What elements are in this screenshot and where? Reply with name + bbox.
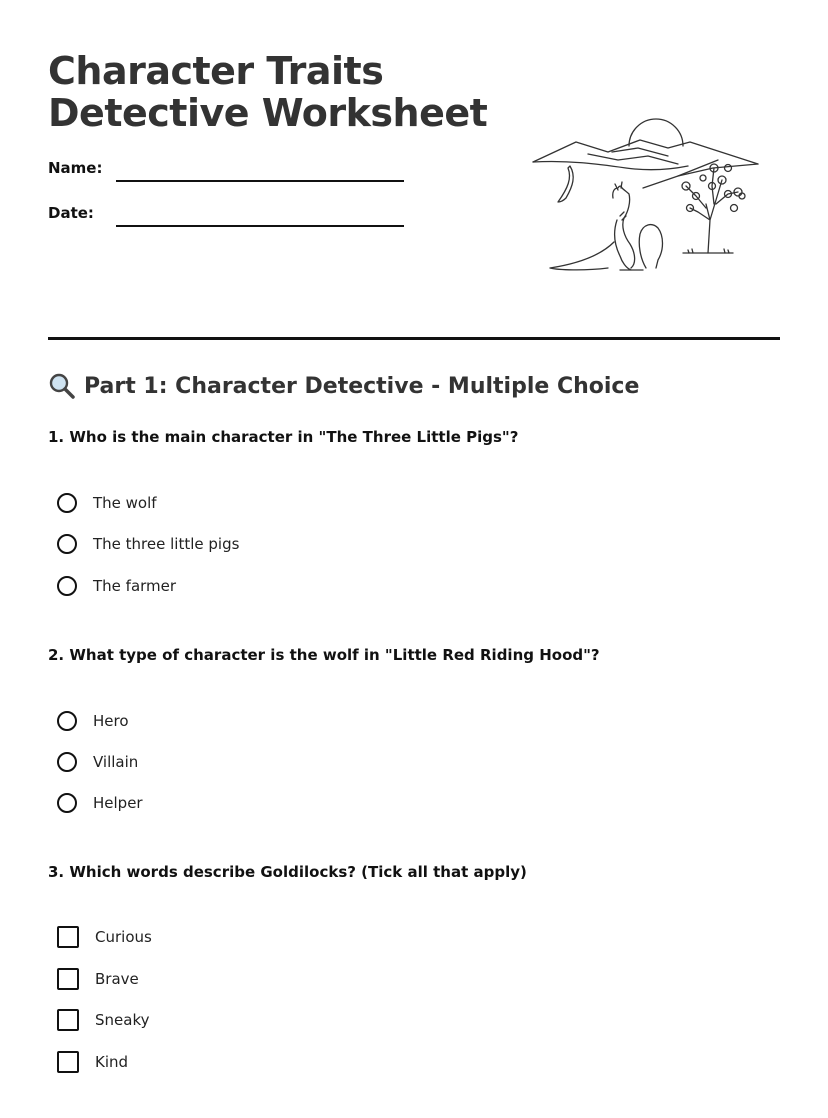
option-label: Helper — [93, 794, 143, 812]
question-1: 1. Who is the main character in "The Three Little Pigs"? — [48, 428, 519, 446]
option-label: Villain — [93, 753, 139, 771]
checkbox[interactable] — [57, 1009, 79, 1031]
question-3-option-3[interactable] — [57, 1007, 149, 1033]
kangaroo-landscape-illustration — [528, 108, 760, 280]
question-3-option-2[interactable] — [57, 966, 139, 992]
radio-button[interactable] — [57, 493, 77, 513]
radio-button[interactable] — [57, 752, 77, 772]
radio-button[interactable] — [57, 534, 77, 554]
worksheet-title — [48, 50, 488, 134]
option-label: Hero — [93, 712, 129, 730]
title-line-1: Character Traits — [48, 49, 384, 93]
question-1-option-3[interactable] — [57, 573, 176, 599]
part1-heading — [48, 372, 639, 400]
magnifying-glass-icon — [48, 372, 76, 400]
question-1-option-2[interactable] — [57, 531, 239, 557]
name-label: Name: — [48, 159, 103, 177]
section-divider — [48, 337, 780, 340]
question-3: 3. Which words describe Goldilocks? (Tick all that apply) — [48, 863, 527, 881]
option-label: Brave — [95, 970, 139, 988]
question-2: 2. What type of character is the wolf in "Little Red Riding Hood"? — [48, 646, 600, 664]
part1-heading-text: Part 1: Character Detective - Multiple Choice — [84, 373, 640, 399]
option-label: Kind — [95, 1053, 129, 1071]
radio-button[interactable] — [57, 793, 77, 813]
date-label: Date: — [48, 204, 94, 222]
date-field[interactable] — [116, 225, 404, 227]
option-label: The farmer — [93, 577, 177, 595]
question-2-option-2[interactable] — [57, 749, 138, 775]
question-2-option-1[interactable] — [57, 708, 129, 734]
question-3-option-1[interactable] — [57, 924, 152, 950]
checkbox[interactable] — [57, 1051, 79, 1073]
radio-button[interactable] — [57, 711, 77, 731]
option-label: The wolf — [93, 494, 157, 512]
option-label: The three little pigs — [93, 535, 240, 553]
name-field[interactable] — [116, 180, 404, 182]
question-2-option-3[interactable] — [57, 790, 143, 816]
checkbox[interactable] — [57, 926, 79, 948]
option-label: Sneaky — [95, 1011, 150, 1029]
title-line-2: Detective Worksheet — [48, 91, 488, 135]
question-1-option-1[interactable] — [57, 490, 157, 516]
question-3-option-4[interactable] — [57, 1049, 128, 1075]
option-label: Curious — [95, 928, 152, 946]
radio-button[interactable] — [57, 576, 77, 596]
checkbox[interactable] — [57, 968, 79, 990]
